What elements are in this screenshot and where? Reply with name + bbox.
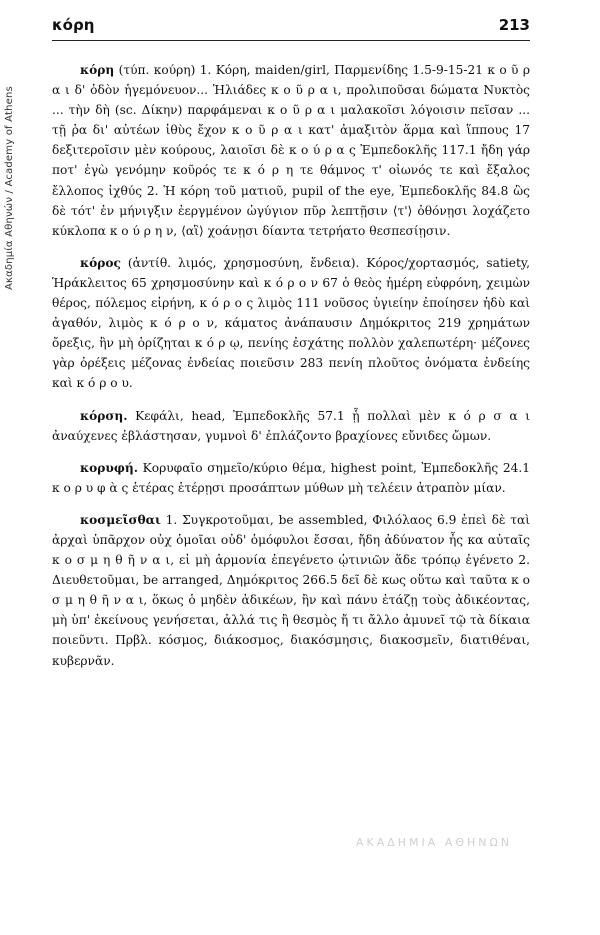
entry: [52, 406, 530, 446]
entry-headword: κόρη: [80, 63, 115, 77]
running-head: [52, 16, 530, 34]
side-watermark: Ακαδημία Αθηνών / Academy of Athens: [4, 86, 15, 290]
entry-body: Κεφάλι, head, Ἐμπεδοκλῆς 57.1 ᾗ πολλαὶ μὲν κ ό ρ σ α ι ἀναύχενες ἐβλάστησαν, γυμνοὶ δ' ἐπλάζοντο βραχίονες εὔνιδες ὤμων.: [52, 408, 530, 443]
entry-body: (ἀντίθ. λιμός, χρησμοσύνη, ἔνδεια). Κόρος/χορτασμός, satiety, Ἡράκλειτος 65 χρησμοσύνην καὶ κ ό ρ ο ν 67 ὁ θεὸς ἡμέρη εὐφρόνη, χειμὼν θέρος, πόλεμος εἰρήνη, κ ό ρ ο ς λιμὸς 111 νοῦσος ὑγιείην ἐποίησεν ἡδὺ καὶ ἀγαθόν, λιμὸς κ ό ρ ο ν, κάματος ἀνάπαυσιν Δημόκριτος 219 χρημάτων ὄρεξις, ἢν μὴ ὁρίζηται κ ό ρ ῳ, πενίης ἐσχάτης πολλὸν χαλεπωτέρη· μέζονες γὰρ ὀρέξεις μέζονας ἐνδείας ποιεῦσιν 283 πενίη πλοῦτος ὀνόματα ἐνδείης καὶ κ ό ρ ο υ.: [52, 255, 530, 391]
page-number: 213: [498, 16, 530, 34]
entry-text: [52, 253, 530, 394]
header-rule: [52, 40, 530, 41]
entry: [52, 458, 530, 498]
entry-text: [52, 458, 530, 498]
entry-body: Κορυφαῖο σημεῖο/κύριο θέμα, highest point, Ἐμπεδοκλῆς 24.1 κ ο ρ υ φ ὰ ς ἑτέρας ἑτέρῃσι προσάπτων μύθων μὴ τελέειν ἀτραπὸν μίαν.: [52, 460, 530, 495]
academy-watermark: ΑΚΑΔΗΜΙΑ ΑΘΗΝΩΝ: [356, 836, 513, 849]
entry-text: [52, 60, 530, 241]
entry-headword: κόρος: [80, 255, 121, 270]
entry: [52, 60, 530, 241]
header-word: κόρη: [52, 16, 95, 34]
entry: [52, 510, 530, 671]
entry-body: 1. Συγκροτοῦμαι, be assembled, Φιλόλαος 6.9 ἐπεὶ δὲ ταὶ ἀρχαὶ ὑπᾶρχον οὐχ ὁμοῖαι οὐδ' ὁμόφυλοι ἔσσαι, ἤδη ἀδύνατον ἦς κα αὐταῖς κ ο σ μ η θ ῆ ν α ι, εἰ μὴ ἁρμονία ἐπεγένετο ᾡτινιῶν ἅδε τρόπῳ ἐγένετο 2. Διευθετοῦμαι, be arranged, Δημόκριτος 266.5 δεῖ δὲ κως οὕτω καὶ ταῦτα κ ο σ μ η θ ῆ ν α ι, ὅκως ὁ μηδὲν ἀδικέων, ἢν καὶ πάνυ ἐτάζῃ τοὺς ἀδικέοντας, μὴ ὑπ' ἐκείνους γενήσεται, ἀλλά τις ἢ θεσμὸς ἤ τι ἄλλο ἀμυνεῖ τῷ τὰ δίκαια ποιεῦντι. Πρβλ. κόσμος, διάκοσμος, διακόσμησις, διακοσμεῖν, διατιθέναι, κυβερνᾶν.: [52, 512, 530, 668]
entry-headword: κορυφή.: [80, 460, 138, 475]
entry-body: (τύπ. κούρη) 1. Κόρη, maiden/girl, Παρμενίδης 1.5-9-15-21 κ ο ῦ ρ α ι δ' ὁδὸν ἡγεμόνευον... Ἡλιάδες κ ο ῦ ρ α ι, προλιποῦσαι δώματα Νυκτὸς ... τὴν δὴ (sc. Δίκην) παρφάμεναι κ ο ῦ ρ α ι μαλακοῖσι λόγοισιν πεῖσαν ... τῇ ῥα δι' αὐτέων ἰθὺς ἔχον κ ο ῦ ρ α ι κατ' ἀμαξιτὸν ἅρμα καὶ ἵππους 17 δεξιτεροῖσιν μὲν κούρους, λαιοῖσι δὲ κ ο ύ ρ α ς Ἐμπεδοκλῆς 117.1 ἤδη γάρ ποτ' ἐγὼ γενόμην κοῦρός τε κ ό ρ η τε θάμνος τ' οἰωνός τε καὶ ἔξαλος ἔλλοπος ἰχθύς 2. Ἡ κόρη τοῦ ματιοῦ, pupil of the eye, Ἐμπεδοκλῆς 84.8 ὣς δὲ τότ' ἐν μήνιγξιν ἐεργμένον ὠγύγιον πῦρ λεπτῇσιν ⟨τ'⟩ ὀθόνῃσι λοχάζετο κύκλοπα κ ο ύ ρ η ν, ⟨αἳ⟩ χοάνῃσι δίαντα τετρήατο θεσπεσίῃσιν.: [52, 63, 530, 238]
entry: [52, 253, 530, 394]
entry-headword: κοσμεῖσθαι: [80, 512, 161, 527]
entry-headword: κόρση.: [80, 408, 128, 423]
entry-text: [52, 406, 530, 446]
entries: [52, 60, 530, 683]
entry-text: [52, 510, 530, 671]
